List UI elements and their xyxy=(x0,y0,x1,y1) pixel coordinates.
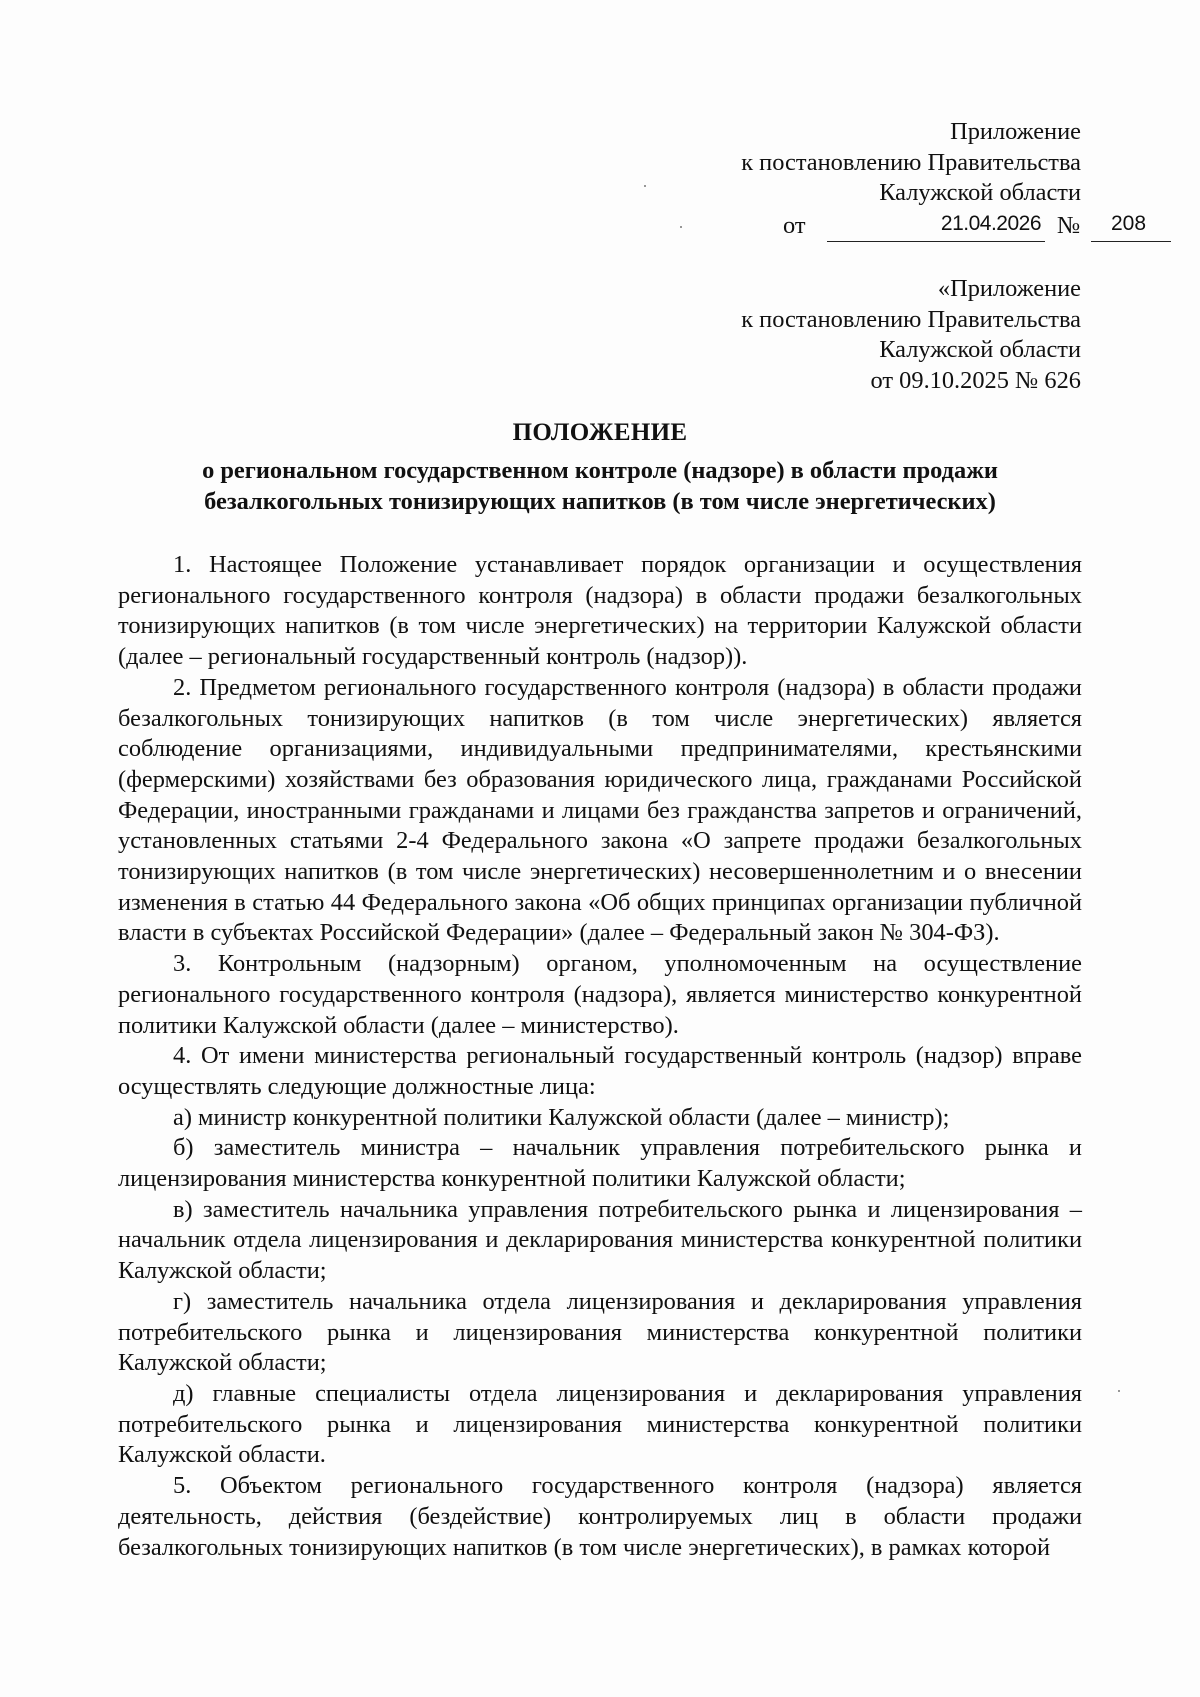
document-heading xyxy=(118,418,1082,517)
number-value: 208 xyxy=(1111,212,1147,235)
scan-speck xyxy=(680,226,682,228)
paragraph: 2. Предметом регионального государственного контроля (надзора) в области продажи безалкогольных тонизирующих напитков (в том числе энергетических) является соблюдение организациями, индивидуальными предпринимателями, крестьянскими (фермерскими) хозяйствами без образования юридического лица, гражданами Российской Федерации, иностранными гражданами и лицами без гражданства запретов и ограничений, установленных статьями 2-4 Федерального закона «О запрете продажи безалкогольных тонизирующих напитков (в том числе энергетических) несовершеннолетним и о внесении изменения в статью 44 Федерального закона «Об общих принципах организации публичной власти в субъектах Российской Федерации» (далее – Федеральный закон № 304-ФЗ). xyxy=(118,673,1082,947)
paragraph: 1. Настоящее Положение устанавливает порядок организации и осуществления регионального государственного контроля (надзора) в области продажи безалкогольных тонизирующих напитков (в том числе энергетических) на территории Калужской области (далее – региональный государственный контроль (надзор)). xyxy=(118,551,1082,671)
scan-speck xyxy=(644,185,646,187)
appendix-line: Приложение xyxy=(950,118,1081,145)
number-sign: № xyxy=(1057,212,1081,239)
paragraph: а) министр конкурентной политики Калужской области (далее – министр); xyxy=(173,1103,950,1131)
paragraph: 4. От имени министерства региональный государственный контроль (надзор) вправе осуществлять следующие должностные лица: xyxy=(118,1042,1082,1100)
paragraph: 3. Контрольным (надзорным) органом, уполномоченным на осуществление регионального государственного контроля (надзора), является министерство конкурентной политики Калужской области (далее – министерство). xyxy=(118,950,1082,1039)
resolution-date-number xyxy=(783,211,1171,242)
appendix-line: к постановлению Правительства xyxy=(741,305,1081,333)
paragraph: в) заместитель начальника управления потребительского рынка и лицензирования – начальник отдела лицензирования и декларирования министерства конкурентной политики Калужской области; xyxy=(118,1195,1082,1285)
paragraph: д) главные специалисты отдела лицензирования и декларирования управления потребительского рынка и лицензирования министерства конкурентной политики Калужской области. xyxy=(118,1379,1082,1469)
appendix-line: «Приложение xyxy=(937,275,1081,302)
appendix-header xyxy=(741,117,1081,209)
document-title: ПОЛОЖЕНИЕ xyxy=(512,419,688,446)
date-field xyxy=(827,213,1045,242)
appendix-line: от 09.10.2025 № 626 xyxy=(870,367,1081,395)
document-body xyxy=(118,550,1082,1563)
previous-appendix-header xyxy=(741,274,1081,397)
appendix-line: к постановлению Правительства xyxy=(741,148,1081,176)
appendix-line: Калужской области xyxy=(879,179,1081,207)
number-field xyxy=(1091,213,1171,242)
appendix-line: Калужской области xyxy=(879,336,1081,364)
document-subtitle: о региональном государственном контроле (надзоре) в области продажи безалкогольных тонизирующих напитков (в том числе энергетических) xyxy=(202,456,998,515)
scan-speck xyxy=(1118,1390,1120,1392)
paragraph: б) заместитель министра – начальник управления потребительского рынка и лицензирования министерства конкурентной политики Калужской области; xyxy=(118,1134,1082,1193)
paragraph: г) заместитель начальника отдела лицензирования и декларирования управления потребительского рынка и лицензирования министерства конкурентной политики Калужской области; xyxy=(118,1287,1082,1377)
paragraph: 5. Объектом регионального государственного контроля (надзора) является деятельность, действия (бездействие) контролируемых лиц в области продажи безалкогольных тонизирующих напитков (в том числе энергетических), в рамках которой xyxy=(118,1472,1082,1561)
date-value: 21.04.2026 xyxy=(940,212,1041,235)
date-prefix: от xyxy=(783,212,806,239)
